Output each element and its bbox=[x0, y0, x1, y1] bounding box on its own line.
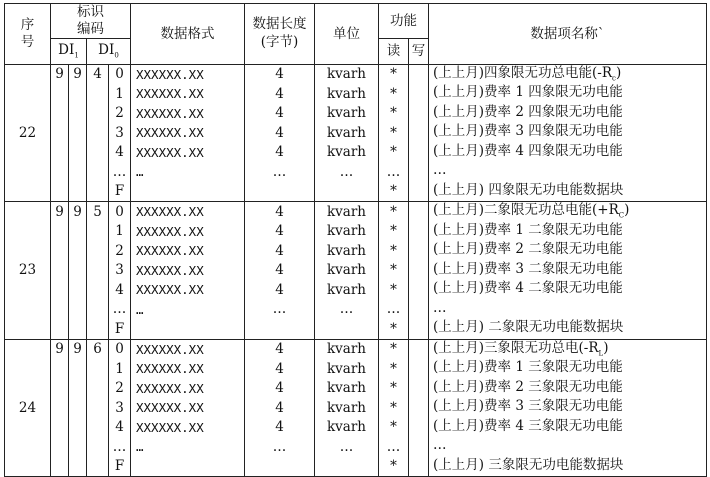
di0-low-digit: F bbox=[109, 457, 131, 477]
data-format-cell: XXXXXX.XX bbox=[131, 280, 245, 300]
di0-high-digit bbox=[87, 222, 109, 242]
data-length-cell: 4 bbox=[245, 241, 315, 261]
table-row bbox=[5, 241, 707, 261]
item-name-text: (上上月)费率 4 二象限无功电能 bbox=[433, 280, 623, 297]
data-length-cell: 4 bbox=[245, 339, 315, 359]
di0-high-digit bbox=[87, 457, 109, 477]
data-item-name-cell bbox=[429, 418, 707, 438]
di0-low-digit: 4 bbox=[109, 143, 131, 163]
read-flag-cell: * bbox=[379, 359, 409, 379]
di1-high-digit bbox=[51, 182, 69, 202]
data-item-name-cell bbox=[429, 261, 707, 281]
header-write: 写 bbox=[409, 38, 429, 64]
di0-low-digit: 3 bbox=[109, 123, 131, 143]
data-length-cell: 4 bbox=[245, 261, 315, 281]
di0-low-digit: F bbox=[109, 182, 131, 202]
data-item-name-cell bbox=[429, 437, 707, 457]
read-flag-cell: * bbox=[379, 398, 409, 418]
data-format-cell: XXXXXX.XX bbox=[131, 261, 245, 281]
data-item-name-cell bbox=[429, 123, 707, 143]
write-flag-cell bbox=[409, 222, 429, 242]
data-item-name-cell bbox=[429, 182, 707, 202]
item-name-text: (上上月)二象限无功总电能(+R bbox=[433, 202, 619, 219]
item-name-suffix: ) bbox=[624, 202, 630, 219]
di0-low-digit: 1 bbox=[109, 222, 131, 242]
data-item-name-cell bbox=[429, 202, 707, 222]
di0-high-digit: 6 bbox=[87, 339, 109, 359]
data-length-cell: 4 bbox=[245, 280, 315, 300]
data-format-cell: XXXXXX.XX bbox=[131, 123, 245, 143]
data-length-cell: 4 bbox=[245, 123, 315, 143]
data-length-cell: 4 bbox=[245, 64, 315, 84]
unit-cell bbox=[315, 182, 379, 202]
group-seq-number: 24 bbox=[5, 339, 51, 477]
di1-low-digit bbox=[69, 143, 87, 163]
di0-low-digit: 0 bbox=[109, 339, 131, 359]
di0-low-digit: 2 bbox=[109, 104, 131, 124]
di0-high-digit bbox=[87, 418, 109, 438]
read-flag-cell: … bbox=[379, 162, 409, 182]
write-flag-cell bbox=[409, 261, 429, 281]
unit-cell: kvarh bbox=[315, 202, 379, 222]
di1-high-digit bbox=[51, 104, 69, 124]
unit-cell: kvarh bbox=[315, 104, 379, 124]
di1-high-digit bbox=[51, 222, 69, 242]
di1-low-digit bbox=[69, 162, 87, 182]
di1-low-digit bbox=[69, 418, 87, 438]
table-row bbox=[5, 182, 707, 202]
data-item-name-cell bbox=[429, 280, 707, 300]
data-length-cell: … bbox=[245, 162, 315, 182]
header-unit: 单位 bbox=[315, 4, 379, 65]
header-item-name: 数据项名称` bbox=[429, 4, 707, 65]
data-length-cell: 4 bbox=[245, 143, 315, 163]
di1-high-digit bbox=[51, 241, 69, 261]
unit-cell: kvarh bbox=[315, 64, 379, 84]
data-length-cell: 4 bbox=[245, 222, 315, 242]
di0-low-digit: 1 bbox=[109, 84, 131, 104]
unit-cell: kvarh bbox=[315, 418, 379, 438]
di1-high-digit bbox=[51, 359, 69, 379]
data-format-cell bbox=[131, 182, 245, 202]
item-name-text: (上上月)费率 1 四象限无功电能 bbox=[433, 84, 623, 101]
data-item-name-cell bbox=[429, 143, 707, 163]
data-format-cell: … bbox=[131, 300, 245, 320]
read-flag-cell: * bbox=[379, 84, 409, 104]
data-format-cell: XXXXXX.XX bbox=[131, 398, 245, 418]
di0-low-digit: 4 bbox=[109, 418, 131, 438]
item-name-text: (上上月)费率 1 三象限无功电能 bbox=[433, 359, 623, 376]
data-format-cell: XXXXXX.XX bbox=[131, 64, 245, 84]
read-flag-cell: * bbox=[379, 182, 409, 202]
item-name-subscript: L bbox=[598, 349, 604, 358]
data-item-name-cell bbox=[429, 104, 707, 124]
data-format-cell bbox=[131, 319, 245, 339]
item-name-text: (上上月)费率 2 四象限无功电能 bbox=[433, 103, 623, 120]
read-flag-cell: * bbox=[379, 319, 409, 339]
read-flag-cell: * bbox=[379, 143, 409, 163]
unit-cell: … bbox=[315, 437, 379, 457]
item-name-text: (上上月)四象限无功总电能(-R bbox=[433, 64, 613, 81]
di1-low-digit bbox=[69, 398, 87, 418]
table-row bbox=[5, 319, 707, 339]
unit-cell bbox=[315, 457, 379, 477]
di1-low-digit bbox=[69, 241, 87, 261]
data-format-cell: … bbox=[131, 162, 245, 182]
di1-low-digit bbox=[69, 359, 87, 379]
item-name-suffix: ) bbox=[603, 339, 609, 356]
read-flag-cell: * bbox=[379, 261, 409, 281]
write-flag-cell bbox=[409, 457, 429, 477]
unit-cell: kvarh bbox=[315, 359, 379, 379]
data-length-cell bbox=[245, 457, 315, 477]
data-item-name-cell bbox=[429, 241, 707, 261]
data-item-name-cell bbox=[429, 300, 707, 320]
item-name-text: (上上月) 三象限无功电能数据块 bbox=[433, 456, 624, 473]
di0-high-digit bbox=[87, 241, 109, 261]
data-item-name-cell bbox=[429, 457, 707, 477]
di1-low-digit: 9 bbox=[69, 64, 87, 84]
table-row bbox=[5, 398, 707, 418]
table-row bbox=[5, 143, 707, 163]
write-flag-cell bbox=[409, 359, 429, 379]
item-name-text: (上上月)费率 1 二象限无功电能 bbox=[433, 221, 623, 238]
table-row bbox=[5, 104, 707, 124]
di1-high-digit bbox=[51, 319, 69, 339]
write-flag-cell bbox=[409, 437, 429, 457]
data-item-name-cell bbox=[429, 379, 707, 399]
write-flag-cell bbox=[409, 418, 429, 438]
di0-low-digit: … bbox=[109, 162, 131, 182]
item-name-text: (上上月)费率 3 四象限无功电能 bbox=[433, 123, 623, 140]
unit-cell: kvarh bbox=[315, 398, 379, 418]
write-flag-cell bbox=[409, 300, 429, 320]
item-name-text: (上上月)费率 3 三象限无功电能 bbox=[433, 398, 623, 415]
di0-high-digit bbox=[87, 182, 109, 202]
di1-high-digit bbox=[51, 261, 69, 281]
read-flag-cell: … bbox=[379, 437, 409, 457]
data-length-cell bbox=[245, 182, 315, 202]
read-flag-cell: * bbox=[379, 457, 409, 477]
item-name-text: … bbox=[433, 437, 447, 454]
di1-low-digit bbox=[69, 84, 87, 104]
header-function: 功能 bbox=[379, 4, 429, 39]
data-item-table bbox=[4, 3, 707, 477]
data-format-cell: XXXXXX.XX bbox=[131, 202, 245, 222]
write-flag-cell bbox=[409, 104, 429, 124]
di1-low-digit bbox=[69, 123, 87, 143]
di1-high-digit bbox=[51, 143, 69, 163]
di1-low-digit: 9 bbox=[69, 339, 87, 359]
data-format-cell: XXXXXX.XX bbox=[131, 241, 245, 261]
header-id-code: 标识编码 bbox=[51, 4, 131, 39]
table-row bbox=[5, 84, 707, 104]
table-row bbox=[5, 280, 707, 300]
di1-low-digit bbox=[69, 319, 87, 339]
di1-low-digit bbox=[69, 457, 87, 477]
unit-cell: kvarh bbox=[315, 379, 379, 399]
item-name-text: … bbox=[433, 162, 447, 179]
header-seq: 序号 bbox=[5, 4, 51, 65]
unit-cell: kvarh bbox=[315, 123, 379, 143]
unit-cell: kvarh bbox=[315, 241, 379, 261]
read-flag-cell: * bbox=[379, 418, 409, 438]
write-flag-cell bbox=[409, 64, 429, 84]
di0-low-digit: … bbox=[109, 437, 131, 457]
di1-high-digit: 9 bbox=[51, 202, 69, 222]
di1-high-digit bbox=[51, 379, 69, 399]
di1-high-digit: 9 bbox=[51, 339, 69, 359]
data-format-cell: XXXXXX.XX bbox=[131, 359, 245, 379]
unit-cell: kvarh bbox=[315, 84, 379, 104]
write-flag-cell bbox=[409, 123, 429, 143]
write-flag-cell bbox=[409, 84, 429, 104]
di0-high-digit bbox=[87, 162, 109, 182]
unit-cell: kvarh bbox=[315, 143, 379, 163]
header-read: 读 bbox=[379, 38, 409, 64]
di1-high-digit bbox=[51, 280, 69, 300]
write-flag-cell bbox=[409, 143, 429, 163]
di0-low-digit: … bbox=[109, 300, 131, 320]
di0-low-digit: 3 bbox=[109, 261, 131, 281]
item-name-suffix: ) bbox=[615, 64, 622, 81]
di0-high-digit: 4 bbox=[87, 64, 109, 84]
di0-low-digit: 0 bbox=[109, 202, 131, 222]
di0-high-digit bbox=[87, 379, 109, 399]
data-length-cell: 4 bbox=[245, 202, 315, 222]
di1-low-digit bbox=[69, 222, 87, 242]
di1-high-digit: 9 bbox=[51, 64, 69, 84]
di1-low-digit bbox=[69, 261, 87, 281]
data-format-cell bbox=[131, 457, 245, 477]
item-name-text: … bbox=[433, 299, 447, 316]
unit-cell: kvarh bbox=[315, 222, 379, 242]
data-length-cell: … bbox=[245, 300, 315, 320]
read-flag-cell: * bbox=[379, 222, 409, 242]
item-name-subscript: c bbox=[612, 74, 616, 83]
header-format: 数据格式 bbox=[131, 4, 245, 65]
data-length-cell: 4 bbox=[245, 359, 315, 379]
di0-high-digit bbox=[87, 319, 109, 339]
di1-high-digit bbox=[51, 162, 69, 182]
read-flag-cell: * bbox=[379, 379, 409, 399]
write-flag-cell bbox=[409, 379, 429, 399]
table-row bbox=[5, 339, 707, 359]
unit-cell: … bbox=[315, 162, 379, 182]
group-seq-number: 23 bbox=[5, 202, 51, 340]
table-row bbox=[5, 359, 707, 379]
data-length-cell: 4 bbox=[245, 104, 315, 124]
unit-cell: kvarh bbox=[315, 261, 379, 281]
data-length-cell: 4 bbox=[245, 379, 315, 399]
di1-high-digit bbox=[51, 84, 69, 104]
read-flag-cell: * bbox=[379, 123, 409, 143]
di0-low-digit: 1 bbox=[109, 359, 131, 379]
di0-low-digit: 2 bbox=[109, 379, 131, 399]
di0-low-digit: 4 bbox=[109, 280, 131, 300]
read-flag-cell: * bbox=[379, 241, 409, 261]
table-row bbox=[5, 437, 707, 457]
di1-low-digit bbox=[69, 280, 87, 300]
di1-low-digit bbox=[69, 437, 87, 457]
di0-low-digit: 2 bbox=[109, 241, 131, 261]
data-item-name-cell bbox=[429, 339, 707, 359]
write-flag-cell bbox=[409, 162, 429, 182]
di1-high-digit bbox=[51, 300, 69, 320]
table-row bbox=[5, 162, 707, 182]
data-item-name-cell bbox=[429, 359, 707, 379]
write-flag-cell bbox=[409, 182, 429, 202]
data-length-cell bbox=[245, 319, 315, 339]
table-row bbox=[5, 202, 707, 222]
item-name-text: (上上月)费率 4 四象限无功电能 bbox=[433, 142, 623, 159]
di1-high-digit bbox=[51, 437, 69, 457]
table-row bbox=[5, 300, 707, 320]
unit-cell: … bbox=[315, 300, 379, 320]
di0-high-digit bbox=[87, 104, 109, 124]
item-name-text: (上上月)三象限无功总电(-R bbox=[433, 339, 599, 356]
di1-high-digit bbox=[51, 457, 69, 477]
read-flag-cell: * bbox=[379, 104, 409, 124]
data-length-cell: 4 bbox=[245, 84, 315, 104]
di1-low-digit bbox=[69, 379, 87, 399]
header-length: 数据长度(字节) bbox=[245, 4, 315, 65]
data-item-name-cell bbox=[429, 222, 707, 242]
write-flag-cell bbox=[409, 280, 429, 300]
table-row bbox=[5, 457, 707, 477]
di0-high-digit: 5 bbox=[87, 202, 109, 222]
di1-low-digit bbox=[69, 104, 87, 124]
di0-high-digit bbox=[87, 398, 109, 418]
group-seq-number: 22 bbox=[5, 64, 51, 202]
data-item-name-cell bbox=[429, 319, 707, 339]
table-row bbox=[5, 222, 707, 242]
write-flag-cell bbox=[409, 319, 429, 339]
di1-high-digit bbox=[51, 123, 69, 143]
item-name-text: (上上月) 四象限无功电能数据块 bbox=[433, 181, 624, 198]
di1-low-digit bbox=[69, 182, 87, 202]
di0-high-digit bbox=[87, 300, 109, 320]
header-di0: $DI_0$ bbox=[87, 38, 131, 64]
read-flag-cell: * bbox=[379, 280, 409, 300]
data-item-name-cell bbox=[429, 398, 707, 418]
di0-high-digit bbox=[87, 84, 109, 104]
di0-high-digit bbox=[87, 143, 109, 163]
write-flag-cell bbox=[409, 339, 429, 359]
table-row bbox=[5, 261, 707, 281]
header-di1: $DI_1$ bbox=[51, 38, 87, 64]
read-flag-cell: * bbox=[379, 339, 409, 359]
data-item-name-cell bbox=[429, 64, 707, 84]
di0-low-digit: F bbox=[109, 319, 131, 339]
write-flag-cell bbox=[409, 398, 429, 418]
item-name-text: (上上月)费率 3 二象限无功电能 bbox=[433, 260, 623, 277]
table-row bbox=[5, 379, 707, 399]
item-name-subscript: C bbox=[618, 212, 625, 221]
data-length-cell: 4 bbox=[245, 398, 315, 418]
data-item-name-cell bbox=[429, 84, 707, 104]
item-name-text: (上上月)费率 2 三象限无功电能 bbox=[433, 378, 623, 395]
data-format-cell: XXXXXX.XX bbox=[131, 339, 245, 359]
read-flag-cell: * bbox=[379, 202, 409, 222]
di1-high-digit bbox=[51, 418, 69, 438]
data-length-cell: 4 bbox=[245, 418, 315, 438]
table-row bbox=[5, 418, 707, 438]
di0-high-digit bbox=[87, 123, 109, 143]
di0-high-digit bbox=[87, 280, 109, 300]
data-format-cell: XXXXXX.XX bbox=[131, 143, 245, 163]
write-flag-cell bbox=[409, 202, 429, 222]
di0-high-digit bbox=[87, 437, 109, 457]
unit-cell: kvarh bbox=[315, 339, 379, 359]
item-name-text: (上上月) 二象限无功电能数据块 bbox=[433, 319, 624, 336]
read-flag-cell: … bbox=[379, 300, 409, 320]
di0-high-digit bbox=[87, 261, 109, 281]
di1-low-digit: 9 bbox=[69, 202, 87, 222]
data-format-cell: XXXXXX.XX bbox=[131, 418, 245, 438]
unit-cell: kvarh bbox=[315, 280, 379, 300]
write-flag-cell bbox=[409, 241, 429, 261]
table-row bbox=[5, 123, 707, 143]
read-flag-cell: * bbox=[379, 64, 409, 84]
data-format-cell: XXXXXX.XX bbox=[131, 84, 245, 104]
di0-high-digit bbox=[87, 359, 109, 379]
data-format-cell: … bbox=[131, 437, 245, 457]
data-length-cell: … bbox=[245, 437, 315, 457]
data-format-cell: XXXXXX.XX bbox=[131, 222, 245, 242]
data-format-cell: XXXXXX.XX bbox=[131, 104, 245, 124]
data-item-name-cell bbox=[429, 162, 707, 182]
data-format-cell: XXXXXX.XX bbox=[131, 379, 245, 399]
di0-low-digit: 3 bbox=[109, 398, 131, 418]
table-row bbox=[5, 64, 707, 84]
item-name-text: (上上月)费率 2 二象限无功电能 bbox=[433, 241, 623, 258]
di0-low-digit: 0 bbox=[109, 64, 131, 84]
unit-cell bbox=[315, 319, 379, 339]
di1-low-digit bbox=[69, 300, 87, 320]
item-name-text: (上上月)费率 4 三象限无功电能 bbox=[433, 417, 623, 434]
di1-high-digit bbox=[51, 398, 69, 418]
